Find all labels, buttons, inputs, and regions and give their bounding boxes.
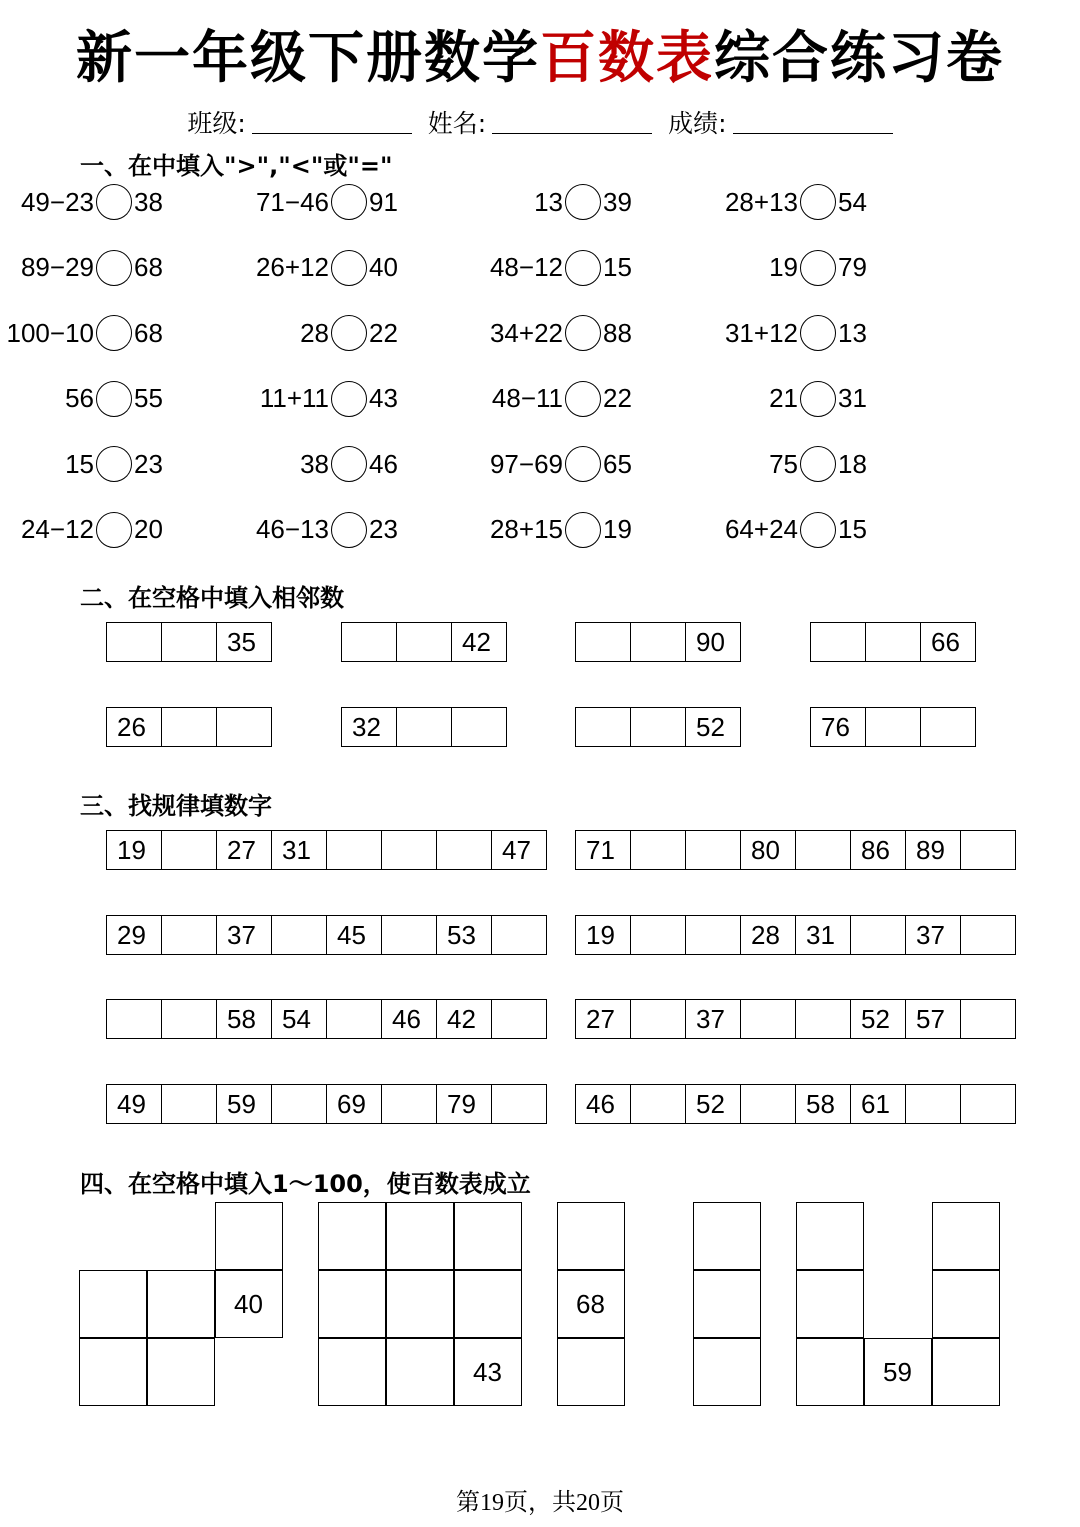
blank-cell[interactable] [217,707,272,747]
blank-cell[interactable] [327,999,382,1039]
blank-cell[interactable] [397,707,452,747]
blank-cell[interactable] [796,830,851,870]
number-cell: 58 [217,999,272,1039]
number-cell: 69 [327,1084,382,1124]
comparison-right: 40 [369,252,398,282]
answer-circle[interactable] [331,512,367,548]
blank-cell[interactable] [162,1084,217,1124]
number-cell: 37 [906,915,961,955]
comparison-left: 19 [769,252,798,282]
answer-circle[interactable] [331,250,367,286]
number-cell: 61 [851,1084,906,1124]
number-cell: 19 [107,830,162,870]
comparison-right: 23 [369,514,398,544]
comparison-right: 43 [369,383,398,413]
comparison-left: 28+13 [724,186,798,217]
blank-cell[interactable] [932,1270,1000,1338]
answer-circle[interactable] [565,512,601,548]
blank-cell[interactable] [147,1338,215,1406]
number-cell: 76 [811,707,866,747]
number-cell: 47 [492,830,547,870]
blank-cell[interactable] [961,830,1016,870]
neighbor-box-group [810,622,976,662]
number-cell: 79 [437,1084,492,1124]
answer-circle[interactable] [800,512,836,548]
number-cell: 59 [864,1338,932,1406]
neighbor-box-group [810,707,976,747]
comparison-right: 88 [603,317,632,348]
comparison-right: 38 [134,186,163,217]
comparison-left: 75 [769,448,798,479]
blank-cell[interactable] [162,707,217,747]
number-cell: 46 [382,999,437,1039]
number-cell: 52 [851,999,906,1039]
blank-cell[interactable] [961,915,1016,955]
blank-cell[interactable] [631,1084,686,1124]
blank-cell[interactable] [557,1338,625,1406]
answer-circle[interactable] [565,381,601,417]
number-cell: 29 [107,915,162,955]
blank-cell[interactable] [576,707,631,747]
pattern-box-row [575,1084,1016,1124]
answer-circle[interactable] [800,446,836,482]
comparison-right: 68 [134,252,163,282]
blank-cell[interactable] [452,707,507,747]
answer-circle[interactable] [331,381,367,417]
number-cell: 57 [906,999,961,1039]
section1-heading: 一、在中填入">","<"或"=" [80,152,393,180]
comparison-item [469,377,704,421]
blank-cell[interactable] [906,1084,961,1124]
comparison-item [235,442,470,486]
section2-heading: 二、在空格中填入相邻数 [80,584,344,612]
comparison-item [235,311,470,355]
blank-cell[interactable] [162,915,217,955]
pattern-box-row [106,999,547,1039]
blank-cell[interactable] [386,1270,454,1338]
blank-cell[interactable] [741,999,796,1039]
number-cell: 59 [217,1084,272,1124]
number-cell: 42 [452,622,507,662]
comparison-item [0,311,235,355]
blank-cell[interactable] [851,915,906,955]
number-cell: 31 [272,830,327,870]
answer-circle[interactable] [331,315,367,351]
blank-cell[interactable] [631,830,686,870]
comparison-right: 22 [603,383,632,413]
comparison-left: 13 [534,186,563,217]
answer-circle[interactable] [331,446,367,482]
comparison-item [704,180,939,224]
blank-cell[interactable] [147,1270,215,1338]
comparison-right: 39 [603,186,632,217]
page-title: 新一年级下册数学百数表综合练习卷 [76,26,1004,91]
blank-cell[interactable] [796,1202,864,1270]
pattern-box-row [106,915,547,955]
comparison-item [0,442,235,486]
answer-circle[interactable] [800,250,836,286]
number-cell: 89 [906,830,961,870]
number-cell: 19 [576,915,631,955]
comparison-left: 100−10 [6,317,94,348]
blank-cell[interactable] [454,1202,522,1270]
blank-cell[interactable] [397,622,452,662]
blank-cell[interactable] [386,1202,454,1270]
number-cell: 27 [576,999,631,1039]
comparison-item [235,377,470,421]
answer-circle[interactable] [96,512,132,548]
comparison-left: 48−12 [489,252,563,282]
comparison-item [704,442,939,486]
blank-cell[interactable] [318,1202,386,1270]
number-cell: 52 [686,707,741,747]
blank-cell[interactable] [932,1338,1000,1406]
comparison-item [704,508,939,552]
comparison-left: 48−11 [491,383,563,413]
number-cell: 45 [327,915,382,955]
neighbor-box-group [341,707,507,747]
comparison-right: 31 [838,383,867,413]
comparison-right: 15 [603,252,632,282]
comparison-left: 21 [769,383,798,413]
blank-cell[interactable] [492,1084,547,1124]
comparison-right: 23 [134,448,163,479]
pattern-box-row [575,999,1016,1039]
blank-cell[interactable] [866,707,921,747]
number-cell: 52 [686,1084,741,1124]
answer-circle[interactable] [96,315,132,351]
comparison-item [235,246,470,290]
blank-cell[interactable] [631,622,686,662]
blank-cell[interactable] [631,915,686,955]
blank-cell[interactable] [492,915,547,955]
blank-cell[interactable] [382,915,437,955]
comparison-item [469,508,704,552]
comparison-item [469,311,704,355]
comparison-right: 13 [838,317,867,348]
blank-cell[interactable] [686,830,741,870]
answer-circle[interactable] [331,184,367,220]
answer-circle[interactable] [96,381,132,417]
number-cell: 37 [686,999,741,1039]
comparison-item [469,246,704,290]
number-cell: 80 [741,830,796,870]
answer-circle[interactable] [800,184,836,220]
comparison-left: 26+12 [255,252,329,282]
comparison-item [235,508,470,552]
blank-cell[interactable] [272,915,327,955]
comparison-right: 54 [838,186,867,217]
neighbor-box-group [575,707,741,747]
blank-cell[interactable] [318,1270,386,1338]
comparison-item [704,377,939,421]
number-cell: 71 [576,830,631,870]
comparison-left: 49−23 [20,186,94,217]
comparison-left: 34+22 [489,317,563,348]
number-cell: 49 [107,1084,162,1124]
comparison-item [0,180,235,224]
blank-cell[interactable] [107,999,162,1039]
number-cell: 37 [217,915,272,955]
blank-cell[interactable] [693,1202,761,1270]
blank-cell[interactable] [741,1084,796,1124]
comparison-right: 18 [838,448,867,479]
comparison-right: 79 [838,252,867,282]
number-cell: 86 [851,830,906,870]
blank-cell[interactable] [921,707,976,747]
comparison-item [0,377,235,421]
comparison-item [235,180,470,224]
blank-cell[interactable] [686,915,741,955]
blank-cell[interactable] [215,1202,283,1270]
pattern-box-row [575,830,1016,870]
neighbor-box-group [341,622,507,662]
comparison-right: 15 [838,514,867,544]
answer-circle[interactable] [565,315,601,351]
comparison-right: 19 [603,514,632,544]
number-cell: 27 [217,830,272,870]
blank-cell[interactable] [576,622,631,662]
blank-cell[interactable] [492,999,547,1039]
blank-cell[interactable] [557,1202,625,1270]
comparison-left: 15 [65,448,94,479]
blank-cell[interactable] [162,999,217,1039]
comparison-left: 71−46 [255,186,329,217]
comparison-left: 97−69 [489,448,563,479]
section4-heading: 四、在空格中填入1～100，使百数表成立 [80,1170,531,1198]
class-blank[interactable] [252,109,412,134]
blank-cell[interactable] [961,999,1016,1039]
page-footer: 第19页，共20页 [456,1490,624,1516]
class-label: 班级: [187,109,246,138]
comparison-item [0,246,235,290]
answer-circle[interactable] [565,250,601,286]
comparison-left: 89−29 [20,252,94,282]
comparison-item [469,180,704,224]
comparison-right: 65 [603,448,632,479]
comparison-item [704,246,939,290]
neighbor-box-group [106,707,272,747]
comparison-right: 91 [369,186,398,217]
comparison-right: 68 [134,317,163,348]
answer-circle[interactable] [800,315,836,351]
number-cell: 28 [741,915,796,955]
answer-circle[interactable] [96,184,132,220]
comparison-item [0,508,235,552]
student-info-line [0,104,1080,140]
blank-cell[interactable] [382,1084,437,1124]
blank-cell[interactable] [79,1338,147,1406]
blank-cell[interactable] [631,999,686,1039]
name-label: 姓名: [427,109,487,138]
blank-cell[interactable] [811,622,866,662]
answer-circle[interactable] [96,446,132,482]
section3-heading: 三、找规律填数字 [80,792,272,820]
comparison-left: 24−12 [20,514,94,544]
blank-cell[interactable] [631,707,686,747]
number-cell: 31 [796,915,851,955]
blank-cell[interactable] [454,1270,522,1338]
number-cell: 26 [107,707,162,747]
comparison-left: 56 [65,383,94,413]
blank-cell[interactable] [866,622,921,662]
answer-circle[interactable] [565,446,601,482]
comparison-left: 28+15 [489,514,563,544]
blank-cell[interactable] [693,1270,761,1338]
blank-cell[interactable] [272,1084,327,1124]
number-cell: 40 [215,1270,283,1338]
blank-cell[interactable] [327,830,382,870]
comparison-left: 31+12 [724,317,798,348]
number-cell: 42 [437,999,492,1039]
number-cell: 35 [217,622,272,662]
blank-cell[interactable] [162,622,217,662]
comparison-left: 38 [300,448,329,479]
blank-cell[interactable] [79,1270,147,1338]
number-cell: 46 [576,1084,631,1124]
comparison-left: 46−13 [255,514,329,544]
number-cell: 43 [454,1338,522,1406]
name-blank[interactable] [492,109,652,134]
number-cell: 90 [686,622,741,662]
blank-cell[interactable] [162,830,217,870]
answer-circle[interactable] [565,184,601,220]
blank-cell[interactable] [342,622,397,662]
number-cell: 66 [921,622,976,662]
comparison-right: 22 [369,317,398,348]
number-cell: 54 [272,999,327,1039]
blank-cell[interactable] [796,1270,864,1338]
comparison-left: 28 [300,317,329,348]
blank-cell[interactable] [961,1084,1016,1124]
blank-cell[interactable] [107,622,162,662]
comparison-left: 64+24 [724,514,798,544]
pattern-box-row [575,915,1016,955]
blank-cell[interactable] [693,1338,761,1406]
comparison-right: 20 [134,514,163,544]
comparison-left: 11+11 [259,383,329,413]
neighbor-box-group [106,622,272,662]
comparison-item [469,442,704,486]
blank-cell[interactable] [437,830,492,870]
blank-cell[interactable] [796,999,851,1039]
neighbor-box-group [575,622,741,662]
number-cell: 53 [437,915,492,955]
blank-cell[interactable] [386,1338,454,1406]
pattern-box-row [106,1084,547,1124]
pattern-box-row [106,830,547,870]
comparison-right: 55 [134,383,163,413]
number-cell: 32 [342,707,397,747]
number-cell: 58 [796,1084,851,1124]
comparison-item [704,311,939,355]
blank-cell[interactable] [932,1202,1000,1270]
blank-cell[interactable] [796,1338,864,1406]
blank-cell[interactable] [318,1338,386,1406]
score-blank[interactable] [733,109,893,134]
comparison-right: 46 [369,448,398,479]
blank-cell[interactable] [382,830,437,870]
answer-circle[interactable] [96,250,132,286]
score-label: 成绩: [668,109,727,138]
answer-circle[interactable] [800,381,836,417]
number-cell: 68 [557,1270,625,1338]
